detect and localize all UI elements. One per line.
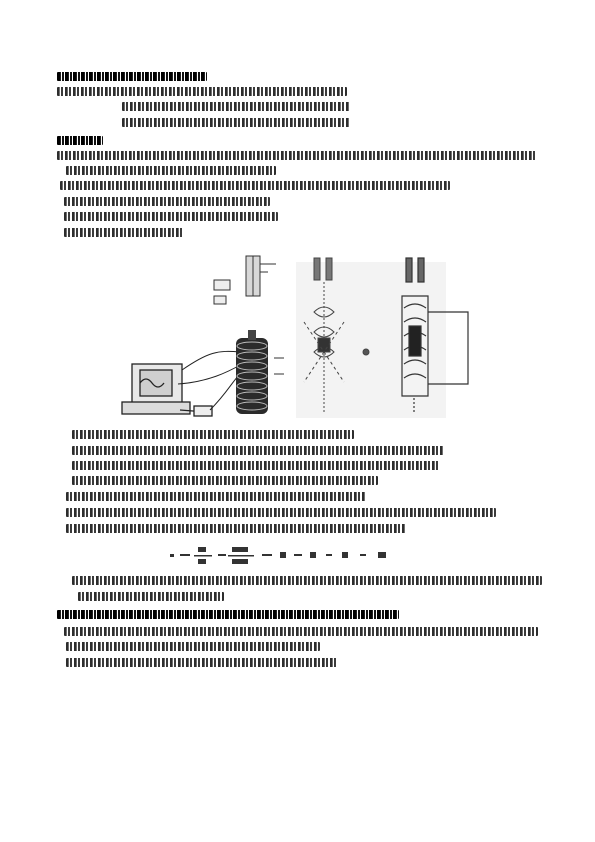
text-line (72, 446, 444, 455)
text-line (72, 461, 440, 470)
text-line (72, 430, 354, 439)
text-line (57, 87, 347, 96)
equation (170, 544, 420, 568)
text-line (57, 136, 103, 145)
text-line (72, 576, 542, 585)
text-line (66, 524, 406, 533)
text-line (64, 627, 538, 636)
text-line (57, 72, 207, 81)
text-line (57, 151, 537, 160)
text-line (78, 592, 224, 601)
coil-drawing (236, 330, 284, 414)
text-line (64, 197, 270, 206)
text-line (60, 181, 450, 190)
text-line (66, 642, 320, 651)
text-line (66, 166, 276, 175)
computer-drawing (122, 364, 212, 416)
text-line (66, 508, 496, 517)
apparatus-figure (118, 252, 478, 422)
text-line (66, 658, 338, 667)
text-line (64, 212, 278, 221)
text-line (57, 610, 399, 619)
text-line (72, 476, 378, 485)
text-line (122, 102, 350, 111)
text-line (122, 118, 350, 127)
magnet-drawing (214, 256, 276, 304)
text-line (64, 228, 184, 237)
text-line (66, 492, 366, 501)
